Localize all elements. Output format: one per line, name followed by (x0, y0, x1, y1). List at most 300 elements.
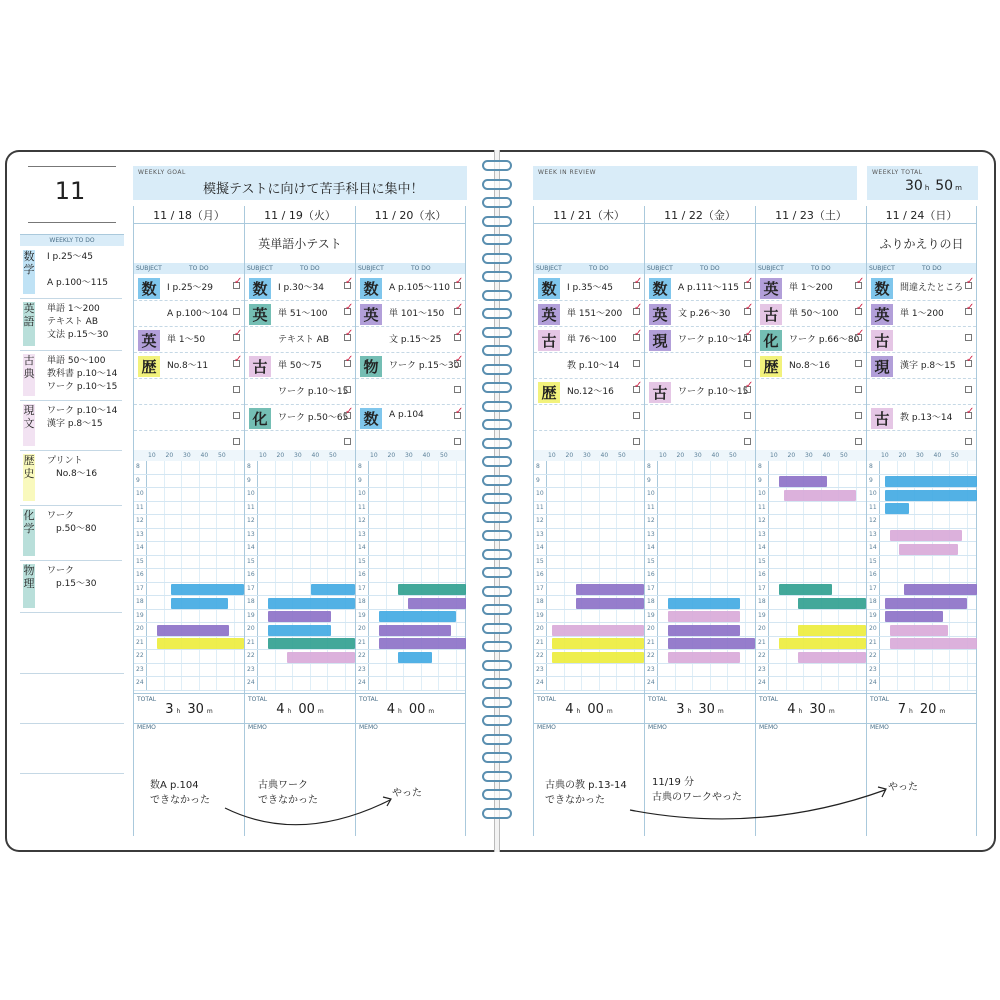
todo-checkbox[interactable] (965, 360, 972, 367)
hour-label: 19 (647, 611, 655, 619)
minute-tick-label: 40 (822, 452, 831, 459)
todo-row[interactable] (756, 326, 866, 353)
hour-label: 10 (358, 490, 366, 497)
spiral-ring (482, 253, 512, 264)
hour-row (534, 556, 644, 570)
spiral-ring (482, 234, 512, 245)
todo-checkbox[interactable] (233, 438, 240, 445)
study-time-bar (552, 638, 644, 649)
study-time-bar (552, 652, 644, 663)
spiral-ring (482, 179, 512, 190)
todo-checkbox[interactable] (633, 438, 640, 445)
day-event[interactable] (134, 225, 244, 263)
study-time-bar (885, 598, 967, 609)
todo-row[interactable] (356, 404, 465, 431)
study-time-bar (779, 584, 832, 595)
weekly-todo-item[interactable] (20, 246, 122, 299)
todo-checkbox[interactable] (965, 438, 972, 445)
day-column (355, 206, 466, 836)
day-event[interactable]: 英単語小テスト (258, 237, 342, 251)
total-hours: 3 (165, 701, 174, 717)
todo-header (134, 263, 244, 274)
todo-row[interactable] (756, 378, 866, 405)
memo-text[interactable]: 11/19 分 古典のワークやった (652, 777, 742, 803)
hour-label: 15 (647, 557, 655, 565)
todo-checkbox[interactable] (855, 386, 862, 393)
day-event[interactable] (756, 225, 866, 263)
todo-checkbox[interactable] (233, 412, 240, 419)
todo-checkbox[interactable] (454, 386, 461, 393)
todo-checkbox[interactable] (633, 360, 640, 367)
time-grid (134, 461, 244, 691)
study-time-bar (552, 625, 644, 636)
todo-checkbox[interactable] (855, 360, 862, 367)
todo-checkbox[interactable] (965, 308, 972, 315)
todo-task: 文 p.15～25 (389, 335, 442, 345)
todo-task: ワーク p.10～15 (678, 387, 749, 397)
total-m-unit: m (939, 707, 946, 715)
memo-text[interactable]: 数A p.104 できなかった (150, 780, 210, 806)
total-h-unit: h (576, 707, 581, 715)
todo-row[interactable] (756, 404, 866, 431)
todo-row[interactable] (867, 404, 976, 431)
hour-label: 9 (758, 476, 762, 484)
hour-row (645, 488, 755, 502)
todo-row[interactable] (645, 378, 755, 405)
todo-row[interactable] (245, 274, 355, 301)
study-time-bar (779, 476, 828, 487)
todo-header-label: TO DO (189, 265, 209, 272)
todo-row[interactable] (534, 404, 644, 431)
hour-row (867, 650, 976, 664)
todo-row[interactable] (356, 274, 465, 301)
todo-subject: 英 (760, 278, 782, 299)
hour-row (867, 515, 976, 529)
todo-task: ワーク p.66～80 (789, 335, 860, 345)
hour-label: 10 (247, 490, 255, 497)
todo-checkbox[interactable] (744, 412, 751, 419)
todo-checkbox[interactable] (233, 386, 240, 393)
hour-label: 12 (536, 517, 544, 524)
spiral-ring (482, 419, 512, 430)
minute-tick-header (134, 450, 244, 461)
day-event[interactable] (356, 225, 465, 263)
todo-task: 間違えたところ (900, 283, 964, 293)
subject-header: SUBJECT (869, 265, 895, 272)
todo-task: ワーク p.10～14 (678, 335, 749, 345)
hour-row (645, 583, 755, 597)
hour-label: 13 (536, 530, 544, 538)
total-m-unit: m (828, 707, 835, 715)
hour-row (534, 488, 644, 502)
todo-subject: 数 (360, 278, 382, 299)
todo-task: 文 p.26～30 (678, 309, 731, 319)
hour-label: 17 (758, 584, 766, 592)
day-total (756, 693, 866, 724)
hour-label: 24 (136, 679, 144, 686)
todo-checkbox[interactable] (633, 308, 640, 315)
hour-label: 18 (647, 598, 655, 605)
todo-checkbox[interactable] (744, 386, 751, 393)
todo-checkbox[interactable] (344, 386, 351, 393)
hour-row (134, 502, 244, 516)
todo-checkbox[interactable] (344, 438, 351, 445)
hour-label: 18 (136, 598, 144, 605)
study-time-bar (885, 476, 977, 487)
day-total (645, 693, 755, 724)
weekly-total-value (905, 178, 962, 194)
study-time-bar (268, 611, 331, 622)
todo-checkbox[interactable] (233, 360, 240, 367)
hour-row (134, 610, 244, 624)
day-date: 11 / 20（水） (356, 206, 465, 224)
todo-checkbox[interactable] (454, 334, 461, 341)
todo-row[interactable] (645, 352, 755, 379)
todo-header-label: TO DO (300, 265, 320, 272)
weekly-total-box (867, 166, 978, 200)
spiral-ring (482, 160, 512, 171)
total-minutes: 20 (919, 701, 937, 717)
day-event[interactable] (534, 225, 644, 263)
weekly-total-hours: 30 (905, 178, 923, 194)
minute-tick-label: 40 (711, 452, 720, 459)
todo-task: 教 p.10～14 (567, 361, 620, 371)
todo-checkbox[interactable] (855, 412, 862, 419)
todo-row[interactable] (134, 404, 244, 431)
weekly-total-h-unit: h (924, 184, 930, 192)
todo-row[interactable] (356, 352, 465, 379)
todo-checkbox[interactable] (454, 360, 461, 367)
todo-checkbox[interactable] (233, 282, 240, 289)
study-time-bar (668, 625, 741, 636)
hour-row (756, 542, 866, 556)
todo-checkbox[interactable] (744, 334, 751, 341)
todo-row[interactable] (534, 326, 644, 353)
todo-checkbox[interactable] (633, 412, 640, 419)
memo-label: MEMO (248, 723, 267, 731)
total-hours: 4 (565, 701, 574, 717)
weekly-todo-item[interactable] (20, 450, 122, 506)
hour-row (245, 556, 355, 570)
todo-row[interactable] (356, 300, 465, 327)
todo-row[interactable] (645, 274, 755, 301)
minute-tick-label: 10 (770, 452, 778, 459)
todo-checkbox[interactable] (344, 308, 351, 315)
hour-label: 12 (758, 517, 766, 524)
month-divider-bottom (28, 222, 116, 223)
spiral-ring (482, 752, 512, 763)
total-h-unit: h (287, 707, 292, 715)
todo-checkbox[interactable] (965, 334, 972, 341)
hour-label: 13 (136, 530, 144, 538)
hour-row (534, 664, 644, 678)
hour-label: 10 (136, 490, 144, 497)
todo-checkbox[interactable] (454, 282, 461, 289)
memo-text[interactable]: 古典の教 p.13-14 できなかった (545, 780, 627, 806)
hour-label: 22 (536, 652, 544, 659)
hour-row (867, 461, 976, 475)
study-time-bar (890, 638, 977, 649)
spiral-ring (482, 789, 512, 800)
hour-row (245, 542, 355, 556)
hour-label: 14 (136, 544, 144, 551)
hour-label: 21 (758, 638, 766, 646)
hour-row (534, 569, 644, 583)
todo-row[interactable] (534, 274, 644, 301)
sidebar-empty-line-3 (20, 773, 124, 774)
total-hours: 3 (676, 701, 685, 717)
hour-label: 23 (136, 665, 144, 673)
hour-label: 16 (136, 571, 144, 578)
memo-label: MEMO (137, 723, 156, 731)
todo-header (867, 263, 976, 274)
todo-checkbox[interactable] (965, 412, 972, 419)
todo-row[interactable] (756, 274, 866, 301)
hour-label: 13 (758, 530, 766, 538)
todo-task: I p.35～45 (567, 283, 613, 293)
hour-row (534, 502, 644, 516)
weekly-todo-subject-tag: 歴史 (23, 454, 35, 501)
day-date: 11 / 22（金） (645, 206, 755, 224)
day-column (244, 206, 355, 836)
todo-subject: 数 (649, 278, 671, 299)
todo-header (356, 263, 465, 274)
todo-row[interactable] (534, 352, 644, 379)
hour-label: 15 (136, 557, 144, 565)
todo-row[interactable] (534, 378, 644, 405)
hour-row (534, 515, 644, 529)
hour-label: 8 (136, 463, 140, 470)
hour-label: 23 (869, 665, 877, 673)
study-time-bar (668, 611, 741, 622)
day-total (534, 693, 644, 724)
total-h-unit: h (798, 707, 803, 715)
total-value (534, 702, 644, 717)
study-time-bar (668, 652, 741, 663)
todo-checkbox[interactable] (344, 282, 351, 289)
hour-label: 19 (536, 611, 544, 619)
minute-tick-label: 20 (276, 452, 285, 459)
todo-row[interactable] (645, 404, 755, 431)
study-time-bar (779, 638, 866, 649)
study-time-bar (268, 638, 355, 649)
todo-checkbox[interactable] (633, 282, 640, 289)
day-event[interactable] (645, 225, 755, 263)
todo-row[interactable] (134, 378, 244, 405)
hour-row (134, 461, 244, 475)
weekly-total-label: WEEKLY TOTAL (872, 169, 923, 176)
todo-row[interactable] (134, 352, 244, 379)
study-time-bar (379, 625, 452, 636)
day-event[interactable]: ふりかえりの日 (879, 237, 964, 251)
time-grid (645, 461, 755, 691)
time-grid (356, 461, 465, 691)
day-date: 11 / 24（日） (867, 206, 976, 224)
weekly-todo-item[interactable] (20, 350, 122, 401)
todo-checkbox[interactable] (965, 386, 972, 393)
hour-row (134, 556, 244, 570)
spiral-ring (482, 345, 512, 356)
todo-subject: 数 (871, 278, 893, 299)
todo-checkbox[interactable] (344, 334, 351, 341)
study-time-bar (899, 544, 957, 555)
study-time-bar (311, 584, 355, 595)
todo-row[interactable] (245, 300, 355, 327)
hour-label: 22 (647, 652, 655, 659)
todo-row[interactable] (756, 352, 866, 379)
hour-label: 8 (647, 463, 651, 470)
todo-checkbox[interactable] (233, 334, 240, 341)
todo-subject: 英 (138, 330, 160, 351)
minute-tick-label: 30 (583, 452, 591, 459)
todo-task: 単 50～75 (278, 361, 322, 371)
todo-row[interactable] (756, 300, 866, 327)
todo-task: A p.111～115 (678, 283, 739, 293)
todo-row[interactable] (867, 300, 976, 327)
day-date: 11 / 19（火） (245, 206, 355, 224)
hour-label: 18 (758, 598, 766, 605)
todo-subject: 歴 (760, 356, 782, 377)
hour-row (756, 502, 866, 516)
hour-row (645, 664, 755, 678)
hour-label: 24 (536, 679, 544, 686)
todo-row[interactable] (134, 300, 244, 327)
hour-label: 14 (869, 544, 877, 551)
week-in-review-box[interactable] (533, 166, 857, 200)
minute-tick-label: 30 (916, 452, 924, 459)
todo-checkbox[interactable] (855, 308, 862, 315)
day-total (867, 693, 976, 724)
day-column (866, 206, 977, 836)
minute-tick-label: 10 (548, 452, 556, 459)
todo-checkbox[interactable] (454, 308, 461, 315)
memo-text[interactable]: やった (888, 782, 918, 793)
weekly-goal-text[interactable]: 模擬テストに向けて苦手科目に集中！ (203, 182, 424, 197)
spiral-ring (482, 530, 512, 541)
todo-row[interactable] (245, 326, 355, 353)
todo-checkbox[interactable] (744, 360, 751, 367)
hour-label: 14 (247, 544, 255, 551)
todo-task: No.12～16 (567, 387, 614, 397)
todo-row[interactable] (867, 274, 976, 301)
todo-task: 単 50～100 (789, 309, 839, 319)
minute-tick-label: 10 (148, 452, 156, 459)
weekly-todo-item[interactable] (20, 298, 122, 351)
todo-checkbox[interactable] (744, 308, 751, 315)
todo-row[interactable] (645, 300, 755, 327)
todo-subject: 歴 (138, 356, 160, 377)
memo-text[interactable]: やった (392, 788, 422, 799)
todo-subject: 古 (760, 304, 782, 325)
todo-row[interactable] (867, 352, 976, 379)
total-label: TOTAL (870, 695, 890, 703)
todo-row[interactable] (867, 326, 976, 353)
spiral-ring (482, 697, 512, 708)
todo-checkbox[interactable] (855, 438, 862, 445)
weekly-todo-item[interactable] (20, 505, 122, 561)
minute-tick-label: 30 (183, 452, 191, 459)
spiral-ring (482, 327, 512, 338)
todo-row[interactable] (245, 378, 355, 405)
todo-header (756, 263, 866, 274)
todo-row[interactable] (134, 274, 244, 301)
todo-checkbox[interactable] (233, 308, 240, 315)
todo-row[interactable] (645, 326, 755, 353)
todo-task: 単 101～150 (389, 309, 445, 319)
weekly-todo-subject-tag: 英語 (23, 302, 35, 346)
todo-header-label: TO DO (922, 265, 942, 272)
todo-row[interactable] (356, 326, 465, 353)
hour-row (534, 610, 644, 624)
todo-checkbox[interactable] (454, 438, 461, 445)
todo-row[interactable] (134, 326, 244, 353)
hour-label: 11 (758, 503, 766, 511)
hour-label: 22 (358, 652, 366, 659)
hour-label: 8 (758, 463, 762, 470)
day-date: 11 / 21（木） (534, 206, 644, 224)
todo-checkbox[interactable] (344, 360, 351, 367)
todo-header-label: TO DO (411, 265, 431, 272)
todo-row[interactable] (356, 378, 465, 405)
todo-checkbox[interactable] (744, 438, 751, 445)
hour-label: 17 (358, 584, 366, 592)
hour-label: 15 (536, 557, 544, 565)
study-time-bar (268, 598, 355, 609)
todo-row[interactable] (245, 352, 355, 379)
minute-tick-label: 50 (329, 452, 337, 459)
weekly-todo-subject-tag: 現文 (23, 404, 35, 446)
hour-label: 11 (536, 503, 544, 511)
todo-checkbox[interactable] (855, 282, 862, 289)
total-label: TOTAL (537, 695, 557, 703)
todo-row[interactable] (245, 404, 355, 431)
memo-text[interactable]: 古典ワーク できなかった (258, 780, 318, 806)
hour-row (356, 664, 465, 678)
todo-row[interactable] (534, 300, 644, 327)
sidebar-empty-line-1 (20, 673, 124, 674)
hour-label: 21 (869, 638, 877, 646)
minute-tick-label: 40 (200, 452, 209, 459)
hour-label: 9 (136, 476, 140, 484)
weekly-todo-item[interactable] (20, 400, 122, 451)
todo-checkbox[interactable] (855, 334, 862, 341)
todo-checkbox[interactable] (633, 334, 640, 341)
todo-checkbox[interactable] (633, 386, 640, 393)
hour-row (356, 475, 465, 489)
time-grid (534, 461, 644, 691)
todo-row[interactable] (867, 378, 976, 405)
todo-task: 教 p.13～14 (900, 413, 953, 423)
todo-checkbox[interactable] (965, 282, 972, 289)
hour-label: 23 (647, 665, 655, 673)
study-time-bar (157, 638, 244, 649)
hour-row (356, 502, 465, 516)
hour-label: 12 (136, 517, 144, 524)
study-time-bar (668, 638, 755, 649)
todo-checkbox[interactable] (744, 282, 751, 289)
month-number: 11 (54, 177, 86, 205)
minute-tick-label: 30 (405, 452, 413, 459)
study-time-bar (798, 625, 866, 636)
spiral-ring (482, 401, 512, 412)
hour-label: 20 (247, 625, 255, 632)
todo-checkbox[interactable] (454, 412, 461, 419)
hour-label: 11 (247, 503, 255, 511)
todo-subject: 現 (649, 330, 671, 351)
spiral-ring (482, 715, 512, 726)
todo-checkbox[interactable] (344, 412, 351, 419)
weekly-todo-item[interactable] (20, 560, 122, 613)
